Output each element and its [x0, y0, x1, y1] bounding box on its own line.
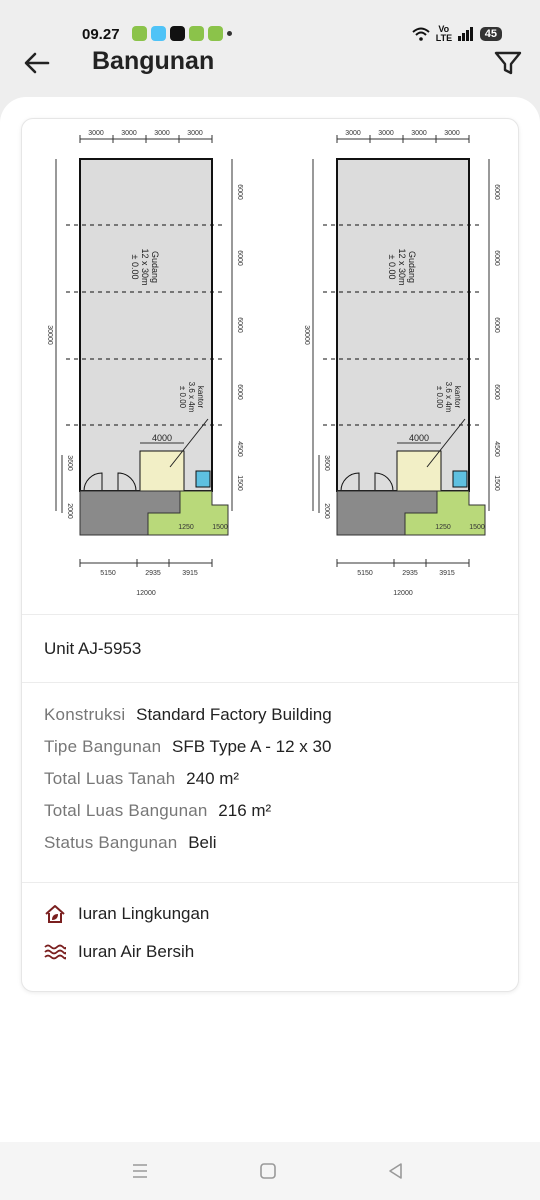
bottom-dim-label: 5150 — [100, 570, 116, 577]
warehouse-label: ± 0.00 — [130, 254, 140, 280]
office-width-label: 4000 — [151, 433, 173, 443]
small-dim-label: 1250 — [178, 524, 194, 531]
filter-icon[interactable] — [493, 48, 523, 78]
side-dim-label: 6000 — [236, 250, 243, 266]
back-nav-icon[interactable] — [385, 1160, 407, 1182]
bottom-dim-label: 3915 — [182, 570, 198, 577]
detail-construction — [44, 705, 332, 725]
detail-value: Standard Factory Building — [136, 705, 332, 724]
system-icons — [412, 25, 502, 43]
detail-building-type — [44, 737, 331, 757]
app-notification-icon — [151, 26, 166, 41]
office-label: kantor — [196, 385, 205, 409]
fee-label: Iuran Lingkungan — [78, 904, 210, 923]
floor-plan-right — [303, 130, 500, 597]
unit-section — [22, 615, 519, 683]
app-notification-icon — [132, 26, 147, 41]
network-label: Vo LTE — [435, 24, 453, 43]
system-nav-bar — [0, 1142, 540, 1200]
detail-value: Beli — [188, 833, 217, 852]
app-notification-icon — [208, 26, 223, 41]
plan-layout — [46, 130, 243, 597]
detail-label: Total Luas Tanah — [44, 769, 176, 788]
detail-value: 216 m² — [218, 801, 272, 820]
left-dim-label: 3600 — [66, 455, 73, 471]
signal-icon — [458, 27, 474, 41]
tiktok-icon — [170, 26, 185, 41]
overall-length-label: 30000 — [46, 325, 53, 345]
side-dim-label: 6000 — [236, 317, 243, 333]
side-dim-label: 4500 — [236, 441, 243, 457]
detail-label: Status Bangunan — [44, 833, 178, 852]
back-arrow-icon[interactable] — [22, 48, 52, 78]
fee-label: Iuran Air Bersih — [78, 942, 195, 961]
more-notifications-icon — [227, 31, 232, 36]
detail-value: 240 m² — [186, 769, 240, 788]
top-dim-label: 3000 — [187, 130, 203, 137]
side-dim-label: 1500 — [236, 475, 243, 491]
left-dim-label: 2000 — [66, 503, 73, 519]
notification-icons — [132, 26, 232, 41]
warehouse-label: Gudang — [150, 250, 160, 284]
content-sheet — [0, 97, 540, 1142]
detail-label: Tipe Bangunan — [44, 737, 162, 756]
recent-apps-icon[interactable] — [129, 1160, 151, 1182]
unit-card — [21, 118, 519, 992]
battery-indicator: 45 — [480, 27, 502, 41]
office-label: 3.6 x 4m — [187, 381, 196, 413]
water-waves-icon — [44, 941, 66, 963]
app-notification-icon — [189, 26, 204, 41]
house-leaf-icon — [44, 903, 66, 925]
overall-width-label: 12000 — [136, 590, 156, 597]
wifi-icon — [412, 27, 430, 41]
fees-section — [22, 883, 519, 992]
side-dim-label: 6000 — [236, 384, 243, 400]
page-title: Bangunan — [92, 47, 215, 75]
top-dim-label: 3000 — [121, 130, 137, 137]
floor-plan-left — [46, 130, 243, 597]
detail-label: Total Luas Bangunan — [44, 801, 208, 820]
top-dim-label: 3000 — [154, 130, 170, 137]
small-dim-label: 1500 — [212, 524, 228, 531]
unit-title: Unit AJ-5953 — [44, 639, 142, 658]
floor-plan-image[interactable] — [22, 119, 519, 615]
detail-building-area — [44, 801, 271, 821]
office-label: ± 0.00 — [178, 385, 187, 409]
app-bar — [0, 44, 540, 100]
home-icon[interactable] — [257, 1160, 279, 1182]
side-dim-label: 6000 — [236, 184, 243, 200]
warehouse-label: 12 x 30m — [140, 248, 150, 286]
status-bar — [0, 0, 540, 44]
detail-value: SFB Type A - 12 x 30 — [172, 737, 332, 756]
fee-item-environment[interactable] — [44, 903, 209, 925]
fee-item-clean-water[interactable] — [44, 941, 194, 963]
detail-building-status — [44, 833, 217, 853]
floor-plan-drawing — [40, 127, 502, 605]
top-dim-label: 3000 — [88, 130, 104, 137]
bottom-dim-label: 2935 — [145, 570, 161, 577]
detail-land-area — [44, 769, 239, 789]
detail-label: Konstruksi — [44, 705, 126, 724]
building-details — [22, 683, 519, 883]
status-time: 09.27 — [82, 26, 120, 43]
